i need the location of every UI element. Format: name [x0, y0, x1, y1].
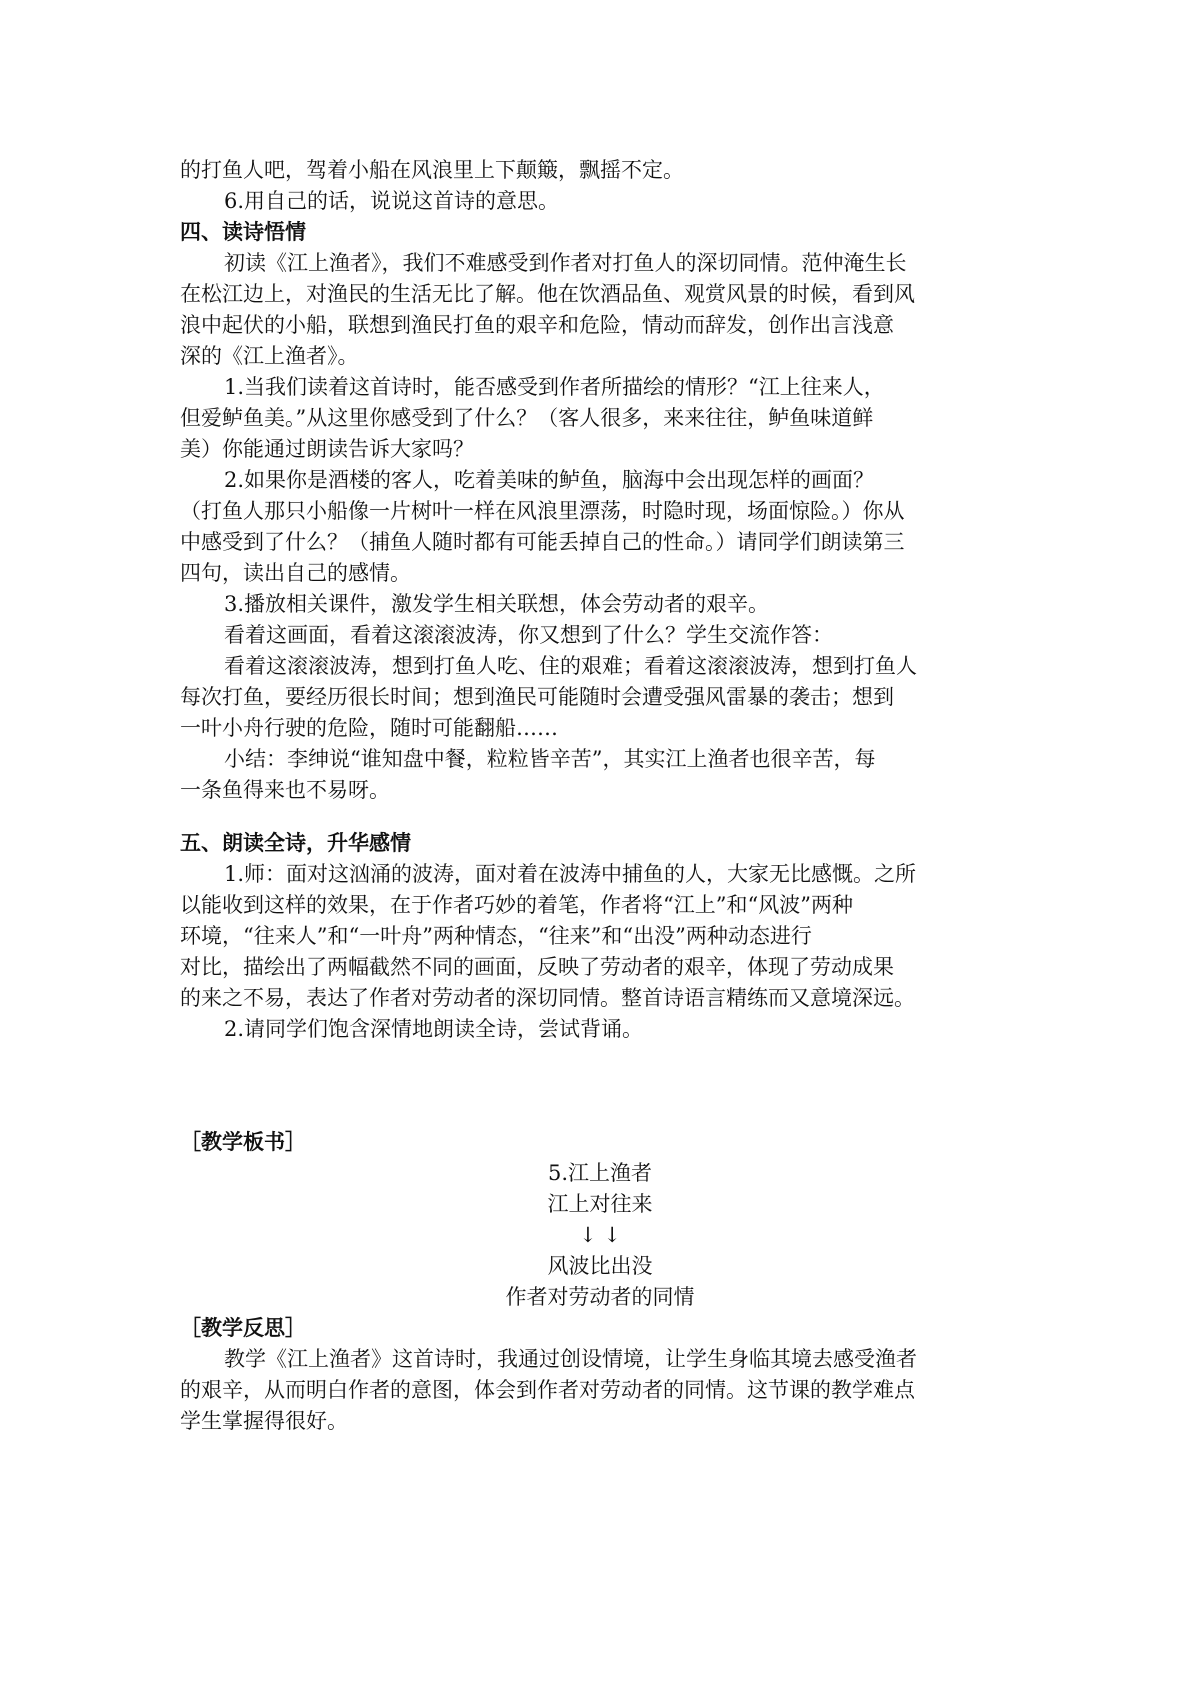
text-line: 看着这滚滚波涛，想到打鱼人吃、住的艰难；看着这滚滚波涛，想到打鱼人	[224, 654, 917, 678]
spacer	[180, 806, 1020, 828]
text-line: 的来之不易，表达了作者对劳动者的深切同情。整首诗语言精练而又意境深远。	[180, 986, 915, 1010]
section-heading: 四、读诗悟情	[180, 220, 306, 244]
text-line: 的艰辛，从而明白作者的意图，体会到作者对劳动者的同情。这节课的教学难点	[180, 1378, 915, 1402]
text-line: 2.请同学们饱含深情地朗读全诗，尝试背诵。	[224, 1017, 644, 1041]
board-title: 5.江上渔者	[547, 1161, 653, 1185]
text-line: 一条鱼得来也不易呀。	[180, 778, 390, 802]
section-heading: 五、朗读全诗，升华感情	[180, 831, 411, 855]
document-page	[180, 155, 1020, 1437]
board-line: 作者对劳动者的同情	[505, 1285, 695, 1309]
text-line: 1.师：面对这汹涌的波涛，面对着在波涛中捕鱼的人，大家无比感慨。之所	[224, 862, 917, 886]
text-line: 但爱鲈鱼美。”从这里你感受到了什么？（客人很多，来来往往，鲈鱼味道鲜	[180, 406, 874, 430]
paragraph	[180, 744, 1020, 806]
text-line: 中感受到了什么？（捕鱼人随时都有可能丢掉自己的性命。）请同学们朗读第三	[180, 530, 905, 554]
text-line: 四句，读出自己的感情。	[180, 561, 411, 585]
text-line: （打鱼人那只小船像一片树叶一样在风浪里漂荡，时隐时现，场面惊险。）你从	[180, 499, 905, 523]
text-line: 初读《江上渔者》，我们不难感受到作者对打鱼人的深切同情。范仲淹生长	[224, 251, 907, 275]
text-line: 每次打鱼，要经历很长时间；想到渔民可能随时会遭受强风雷暴的袭击；想到	[180, 685, 894, 709]
text-line: 1.当我们读着这首诗时，能否感受到作者所描绘的情形？“江上往来人，	[224, 375, 885, 399]
text-line: 2.如果你是酒楼的客人，吃着美味的鲈鱼，脑海中会出现怎样的画面？	[224, 468, 875, 492]
text-line: 深的《江上渔者》。	[180, 344, 359, 368]
paragraph	[180, 248, 1020, 372]
board-line: 江上对往来	[547, 1192, 653, 1216]
text-line: 6.用自己的话，说说这首诗的意思。	[224, 189, 560, 213]
paragraph	[180, 620, 1020, 651]
board-line: 风波比出没	[547, 1254, 653, 1278]
board-arrows: ↓ ↓	[579, 1223, 621, 1247]
text-line: 学生掌握得很好。	[180, 1409, 348, 1433]
text-line: 一叶小舟行驶的危险，随时可能翻船……	[180, 716, 558, 740]
text-line: 以能收到这样的效果，在于作者巧妙的着笔，作者将“江上”和“风波”两种	[180, 893, 853, 917]
paragraph	[180, 589, 1020, 620]
text-line: 的打鱼人吧，驾着小船在风浪里上下颠簸，飘摇不定。	[180, 158, 684, 182]
paragraph	[180, 1344, 1020, 1437]
paragraph	[180, 372, 1020, 465]
text-line: 环境，“往来人”和“一叶舟”两种情态，“往来”和“出没”两种动态进行	[180, 924, 812, 948]
text-line: 小结：李绅说“谁知盘中餐，粒粒皆辛苦”，其实江上渔者也很辛苦，每	[224, 747, 876, 771]
reflection-heading: ［教学反思］	[180, 1316, 306, 1340]
text-line: 浪中起伏的小船，联想到渔民打鱼的艰辛和危险，情动而辞发，创作出言浅意	[180, 313, 894, 337]
paragraph	[180, 1014, 1020, 1045]
paragraph	[180, 859, 1020, 1014]
paragraph	[180, 651, 1020, 744]
spacer	[180, 1045, 1020, 1127]
paragraph	[180, 465, 1020, 589]
board-heading: ［教学板书］	[180, 1130, 306, 1154]
text-line: 看着这画面，看着这滚滚波涛，你又想到了什么？学生交流作答：	[224, 623, 833, 647]
text-line: 3.播放相关课件，激发学生相关联想，体会劳动者的艰辛。	[224, 592, 770, 616]
text-line: 对比，描绘出了两幅截然不同的画面，反映了劳动者的艰辛，体现了劳动成果	[180, 955, 894, 979]
text-line: 在松江边上，对渔民的生活无比了解。他在饮酒品鱼、观赏风景的时候，看到风	[180, 282, 915, 306]
text-line: 美）你能通过朗读告诉大家吗？	[180, 437, 474, 461]
text-line: 教学《江上渔者》这首诗时，我通过创设情境，让学生身临其境去感受渔者	[224, 1347, 917, 1371]
